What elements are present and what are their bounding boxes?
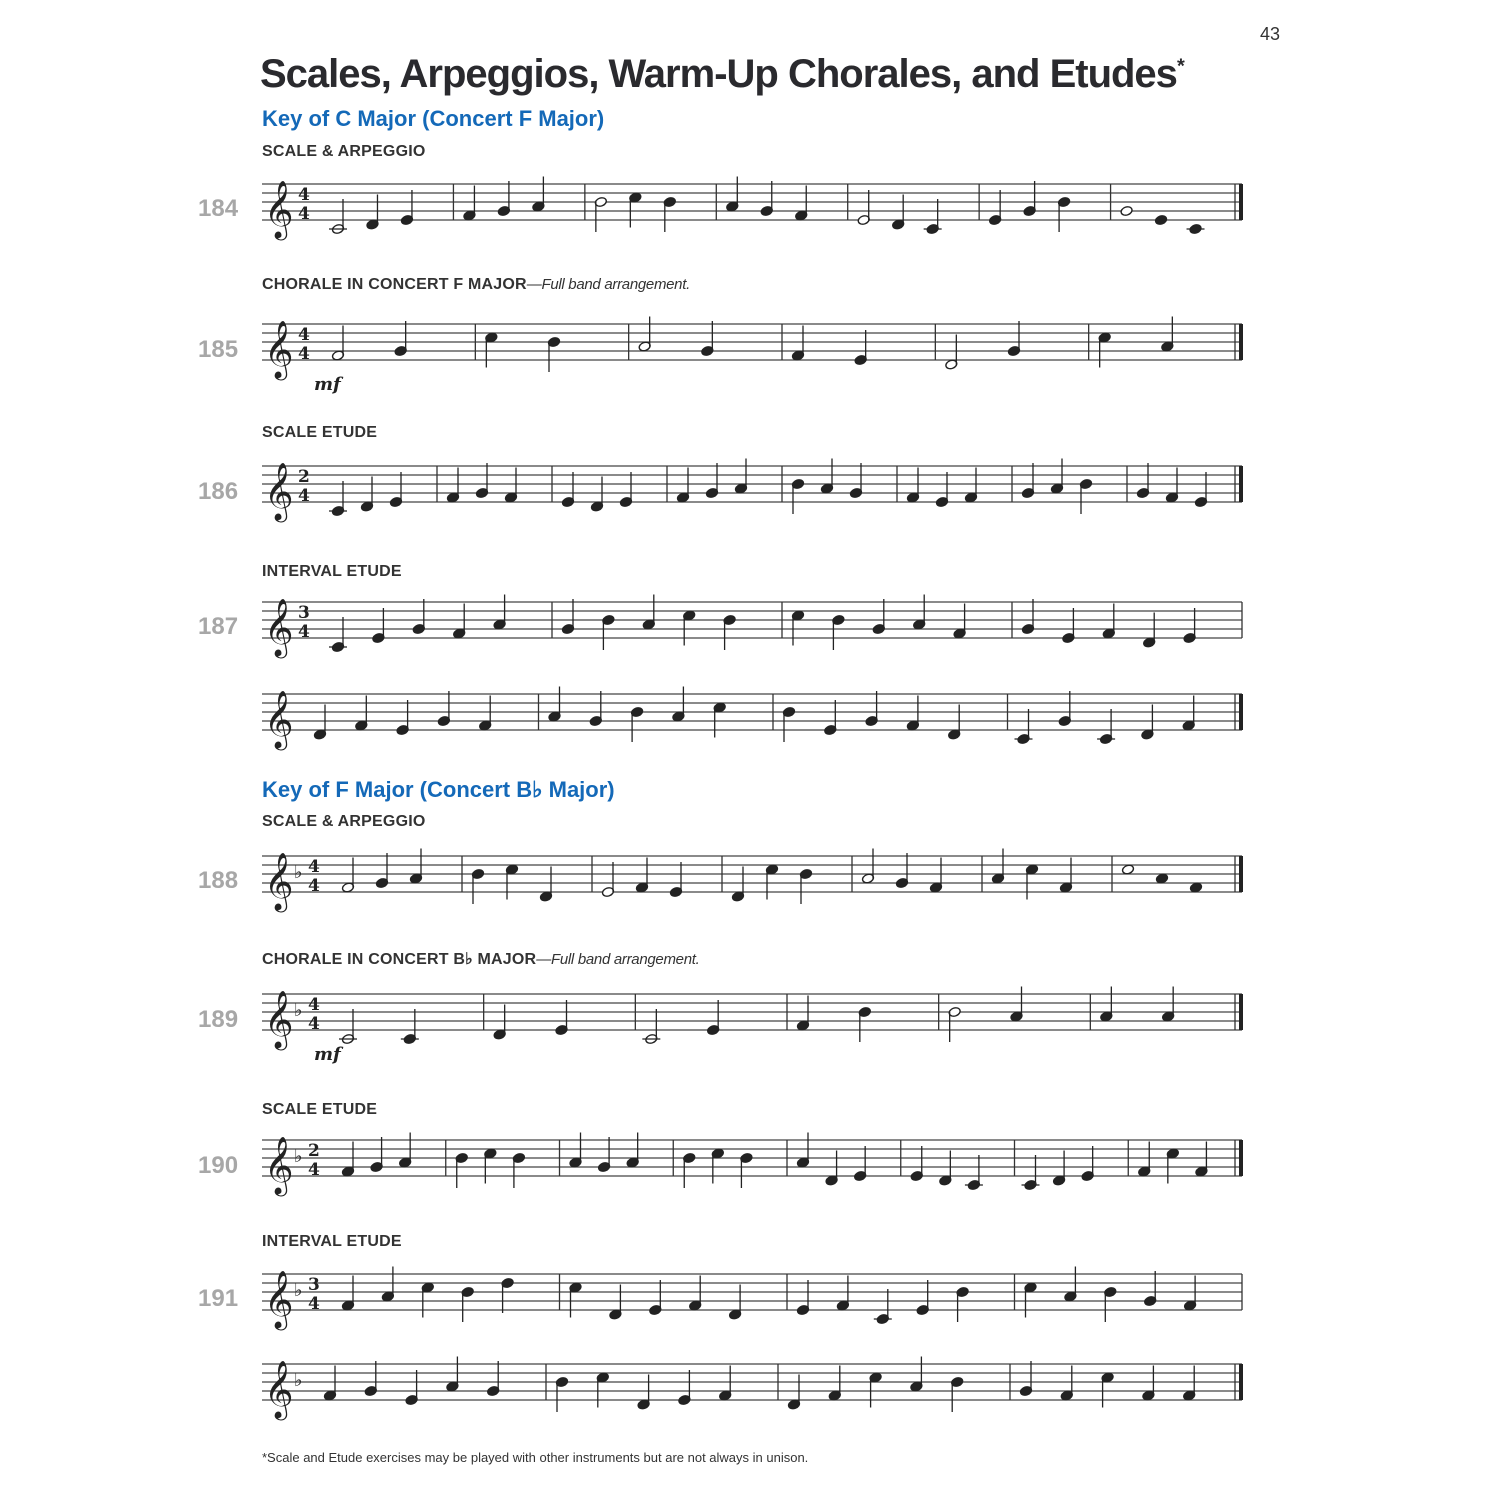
- time-signature-bottom: 4: [308, 1160, 320, 1180]
- staff-187-line-1: [0, 588, 1500, 668]
- exercise-note: —Full band arrangement.: [526, 276, 690, 293]
- staff-lines: [262, 856, 1242, 892]
- page-number: 43: [1259, 24, 1280, 44]
- exercise-number-186: 186: [198, 478, 239, 505]
- exercise-label-187: [262, 563, 402, 581]
- dynamic-marking: mf: [314, 374, 341, 395]
- time-signature-top: 4: [298, 325, 310, 345]
- dynamic-marking: mf: [314, 1044, 341, 1065]
- page-title-text: Scales, Arpeggios, Warm-Up Chorales, and Etudes: [260, 52, 1177, 96]
- note-head: [1154, 214, 1167, 225]
- treble-clef-icon: 𝄞: [264, 990, 294, 1048]
- exercise-number-191: 191: [198, 1285, 239, 1312]
- time-signature-top: 4: [298, 185, 310, 205]
- staff-189: [0, 980, 1500, 1070]
- final-barline-thick: [1239, 466, 1243, 502]
- exercise-number-187: 187: [198, 613, 239, 640]
- time-signature-top: 4: [308, 995, 320, 1015]
- staff-185: [0, 310, 1500, 400]
- staff-lines: [262, 1274, 1242, 1310]
- staff-lines: [262, 324, 1242, 360]
- treble-clef-icon: 𝄞: [264, 1360, 294, 1418]
- flat-key-signature-icon: ♭: [294, 1370, 303, 1391]
- treble-clef-icon: 𝄞: [264, 180, 294, 238]
- exercise-number-188: 188: [198, 867, 239, 894]
- time-signature-bottom: 4: [298, 622, 310, 642]
- treble-clef-icon: 𝄞: [264, 852, 294, 910]
- exercise-note: —Full band arrangement.: [536, 951, 700, 968]
- time-signature-bottom: 4: [308, 876, 320, 896]
- treble-clef-icon: 𝄞: [264, 690, 294, 748]
- staff-190: [0, 1126, 1500, 1206]
- final-barline-thick: [1239, 1364, 1243, 1400]
- time-signature-top: 3: [308, 1275, 320, 1295]
- staff-lines: [262, 184, 1242, 220]
- exercise-number-185: 185: [198, 336, 239, 363]
- exercise-title: SCALE ETUDE: [262, 424, 378, 441]
- exercise-number-184: 184: [198, 195, 239, 222]
- key-heading-c-major: Key of C Major (Concert F Major): [262, 106, 605, 131]
- final-barline-thick: [1239, 994, 1243, 1030]
- exercise-title: SCALE & ARPEGGIO: [262, 813, 426, 830]
- time-signature-bottom: 4: [308, 1014, 320, 1034]
- staff-191-line-2: [0, 1350, 1500, 1430]
- time-signature-bottom: 4: [298, 344, 310, 364]
- time-signature-top: 2: [308, 1141, 320, 1161]
- time-signature-top: 2: [298, 467, 310, 487]
- staff-lines: [262, 994, 1242, 1030]
- exercise-title: CHORALE IN CONCERT F MAJOR: [262, 276, 527, 293]
- exercise-label-188: [262, 813, 426, 831]
- final-barline-thick: [1239, 184, 1243, 220]
- exercise-label-189: [262, 949, 700, 969]
- note-head: [1120, 205, 1133, 216]
- treble-clef-icon: 𝄞: [264, 320, 294, 378]
- time-signature-top: 3: [298, 603, 310, 623]
- flat-key-signature-icon: ♭: [294, 862, 303, 883]
- time-signature-bottom: 4: [298, 486, 310, 506]
- final-barline-thick: [1239, 694, 1243, 730]
- flat-key-signature-icon: ♭: [294, 1000, 303, 1021]
- final-barline-thick: [1239, 324, 1243, 360]
- staff-186: [0, 452, 1500, 532]
- staff-lines: [262, 466, 1242, 502]
- flat-key-signature-icon: ♭: [294, 1146, 303, 1167]
- title-footnote-mark: *: [1176, 55, 1184, 78]
- exercise-label-184: [262, 143, 426, 161]
- exercise-title: SCALE ETUDE: [262, 1101, 378, 1118]
- exercise-label-190: [262, 1101, 377, 1119]
- time-signature-top: 4: [308, 857, 320, 877]
- exercise-title: INTERVAL ETUDE: [262, 1233, 402, 1250]
- exercise-label-185: [262, 276, 690, 294]
- staff-187-line-2: [0, 680, 1500, 760]
- key-heading-f-major: Key of F Major (Concert B♭ Major): [262, 777, 615, 802]
- final-barline-thick: [1239, 1140, 1243, 1176]
- staff-191-line-1: [0, 1260, 1500, 1340]
- staff-188: [0, 842, 1500, 922]
- footnote: *Scale and Etude exercises may be played with other instruments but are not always in unison.: [262, 1450, 809, 1465]
- page-title: [260, 52, 1184, 97]
- time-signature-bottom: 4: [298, 204, 310, 224]
- exercise-label-186: [262, 424, 377, 442]
- exercise-title: CHORALE IN CONCERT B♭ MAJOR: [262, 951, 537, 968]
- flat-key-signature-icon: ♭: [294, 1280, 303, 1301]
- exercise-title: SCALE & ARPEGGIO: [262, 143, 426, 160]
- staff-184: [0, 170, 1500, 250]
- treble-clef-icon: 𝄞: [264, 1270, 294, 1328]
- staff-lines: [262, 602, 1242, 638]
- treble-clef-icon: 𝄞: [264, 598, 294, 656]
- treble-clef-icon: 𝄞: [264, 462, 294, 520]
- exercise-number-189: 189: [198, 1006, 239, 1033]
- exercise-number-190: 190: [198, 1152, 239, 1179]
- time-signature-bottom: 4: [308, 1294, 320, 1314]
- staff-lines: [262, 694, 1242, 730]
- treble-clef-icon: 𝄞: [264, 1136, 294, 1194]
- exercise-title: INTERVAL ETUDE: [262, 563, 402, 580]
- exercise-label-191: [262, 1233, 402, 1251]
- final-barline-thick: [1239, 856, 1243, 892]
- staff-lines: [262, 1364, 1242, 1400]
